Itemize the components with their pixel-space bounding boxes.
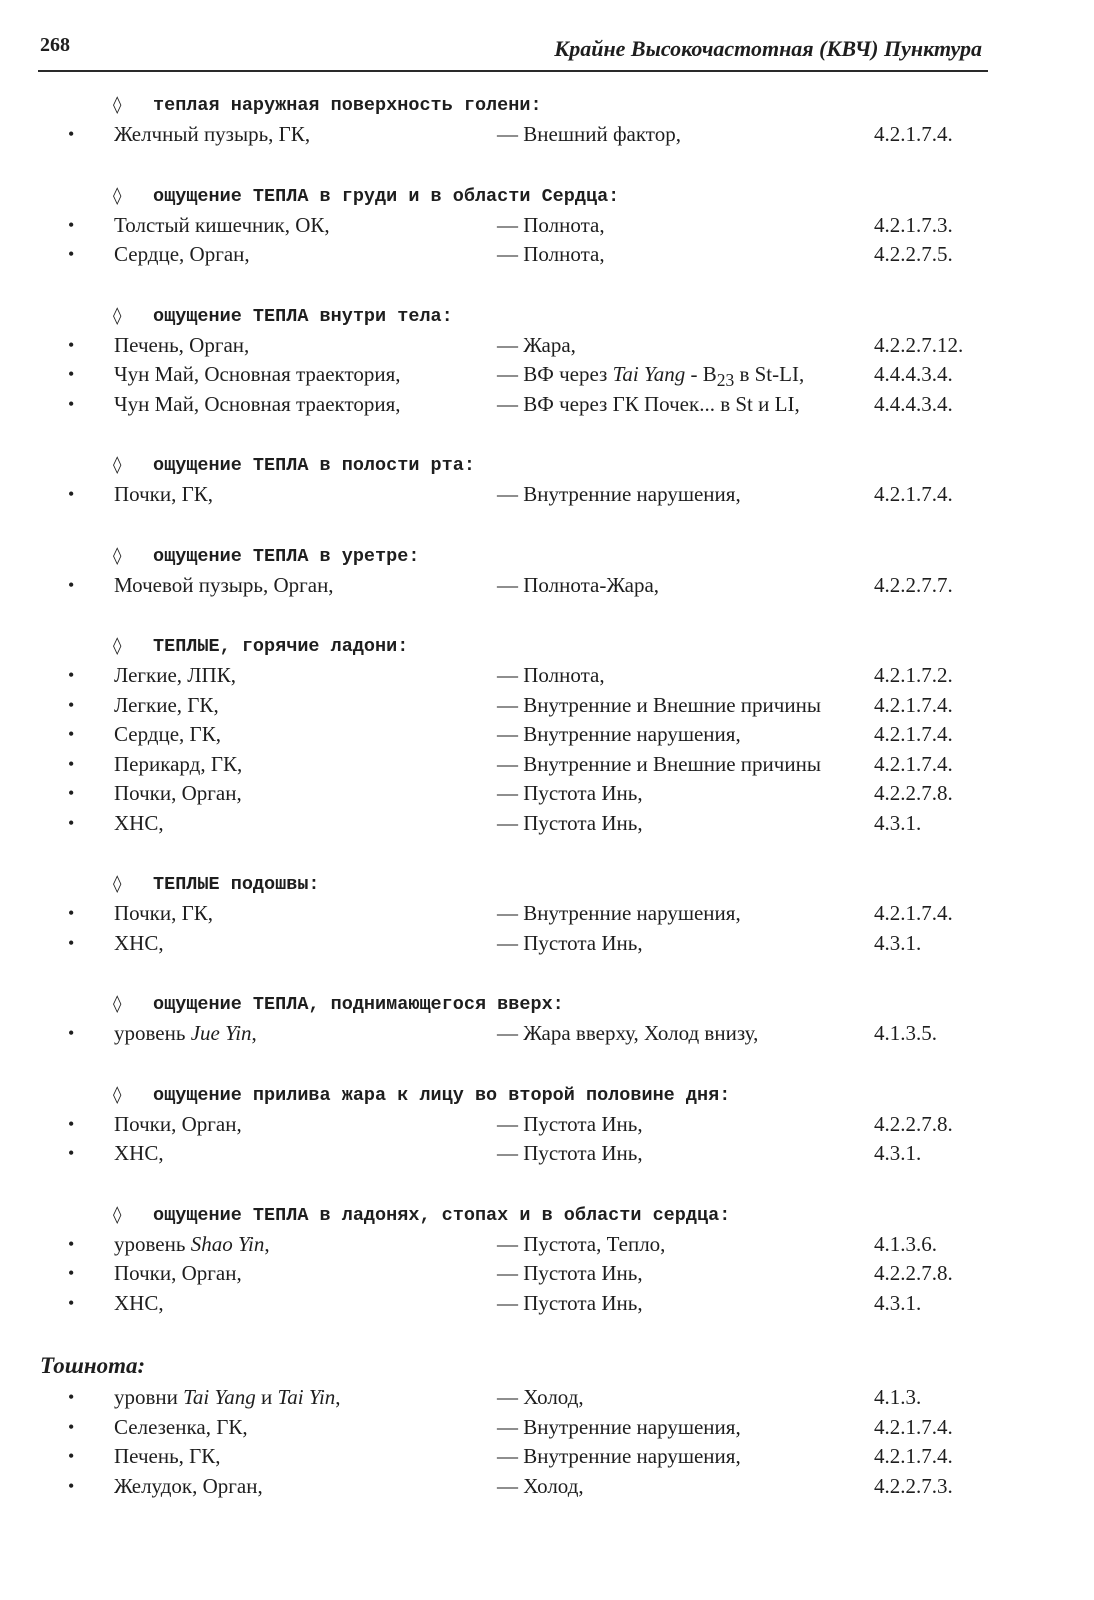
list-item <box>0 1259 1094 1289</box>
bullet-icon: • <box>68 364 75 384</box>
bullet-icon: • <box>68 1475 75 1496</box>
cause-label: — Холод, <box>497 1385 584 1409</box>
list-item <box>0 1110 1094 1140</box>
organ-term: Tai Yang <box>183 1385 256 1409</box>
organ-label: Сердце, Орган, <box>114 242 250 266</box>
cause-label: — Жара, <box>497 332 576 357</box>
bullet-icon: • <box>68 932 75 953</box>
section-reference: 4.2.1.7.4. <box>874 751 953 776</box>
section-reference: 4.2.1.7.4. <box>874 1414 953 1439</box>
organ-label: Легкие, ГК, <box>114 692 219 717</box>
diamond-icon: ◊ <box>113 874 122 894</box>
section-reference: 4.2.2.7.7. <box>874 572 953 597</box>
symptom-group <box>0 869 1094 958</box>
cause-label: — Пустота, Тепло, <box>497 1231 666 1256</box>
section-reference: 4.2.2.7.5. <box>874 242 953 266</box>
organ-label: Мочевой пузырь, Орган, <box>114 572 334 597</box>
list-item <box>0 1413 1094 1443</box>
cause-label: — Пустота Инь, <box>497 1141 643 1165</box>
section-reference: 4.2.1.7.3. <box>874 212 953 237</box>
section-reference: 4.4.4.3.4. <box>874 391 953 416</box>
organ-label: Почки, Орган, <box>114 1111 242 1136</box>
bullet-icon: • <box>68 724 75 744</box>
section-reference: 4.3.1. <box>874 930 922 955</box>
bullet-icon: • <box>68 1263 75 1283</box>
list-item <box>0 779 1094 809</box>
symptom-section <box>0 1349 1094 1501</box>
symptom-heading <box>113 1200 1094 1230</box>
cause-label: — ВФ через ГК Почек... в St и LI, <box>497 391 800 416</box>
organ-label <box>114 1019 257 1049</box>
cause-label: — Пустота Инь, <box>497 781 643 805</box>
section-reference: 4.2.1.7.4. <box>874 122 953 146</box>
diamond-icon: ◊ <box>113 95 122 115</box>
organ-text: , <box>335 1385 341 1409</box>
symptom-heading <box>113 181 1094 211</box>
organ-label <box>114 1230 270 1260</box>
list-item <box>0 691 1094 721</box>
diamond-icon: ◊ <box>113 185 122 206</box>
organ-text: уровни <box>114 1385 184 1409</box>
list-item <box>0 1139 1094 1169</box>
cause-label: — Полнота, <box>497 663 605 687</box>
diamond-icon: ◊ <box>113 455 122 475</box>
symptom-heading-text: ощущение ТЕПЛА внутри тела: <box>153 305 453 327</box>
symptom-heading-text: теплая наружная поверхность голени: <box>153 95 542 116</box>
symptom-heading <box>113 631 1094 661</box>
cause-label: — Пустота Инь, <box>497 1111 643 1136</box>
list-item <box>0 661 1094 691</box>
diamond-icon: ◊ <box>113 545 122 566</box>
section-reference: 4.2.1.7.2. <box>874 663 953 687</box>
section-reference: 4.2.1.7.4. <box>874 901 953 925</box>
list-item <box>0 1230 1094 1260</box>
organ-label: Желудок, Орган, <box>114 1473 263 1498</box>
section-reference: 4.3.1. <box>874 1290 922 1315</box>
symptom-heading <box>113 1080 1094 1110</box>
cause-label: — Пустота Инь, <box>497 1290 643 1315</box>
section-title: Тошнота: <box>40 1353 146 1378</box>
symptom-group <box>0 631 1094 838</box>
cause-label: — Внутренние нарушения, <box>497 1414 741 1439</box>
list-item <box>0 809 1094 839</box>
section-reference: 4.2.1.7.4. <box>874 692 953 717</box>
cause-label: — Холод, <box>497 1473 584 1498</box>
diamond-icon: ◊ <box>113 1204 122 1225</box>
list-item <box>0 1472 1094 1502</box>
bullet-icon: • <box>68 484 75 504</box>
symptom-heading <box>113 450 1094 480</box>
list-item <box>0 929 1094 959</box>
cause-label: — Полнота-Жара, <box>497 572 660 597</box>
organ-label: Перикард, ГК, <box>114 751 243 776</box>
diamond-icon: ◊ <box>113 305 122 326</box>
list-item <box>0 1289 1094 1319</box>
list-item <box>0 899 1094 929</box>
bullet-icon: • <box>68 1446 75 1466</box>
organ-text: уровень <box>114 1021 191 1045</box>
list-item <box>0 120 1094 150</box>
bullet-icon: • <box>68 334 75 355</box>
cause-text: - B <box>685 362 717 386</box>
list-item <box>0 360 1094 390</box>
symptom-heading-text: ощущение ТЕПЛА в уретре: <box>153 545 420 567</box>
cause-label: — Внутренние и Внешние причины <box>497 751 821 776</box>
cause-label: — Полнота, <box>497 242 605 266</box>
organ-term: Jue Yin <box>190 1021 252 1045</box>
list-item <box>0 331 1094 361</box>
organ-term: Tai Yin <box>277 1385 336 1409</box>
list-item <box>0 1442 1094 1472</box>
diamond-icon: ◊ <box>113 636 122 656</box>
symptom-group <box>0 301 1094 420</box>
cause-label: — Пустота Инь, <box>497 1261 643 1285</box>
symptom-group <box>0 989 1094 1049</box>
bullet-icon: • <box>68 665 75 685</box>
section-reference: 4.3.1. <box>874 810 922 835</box>
bullet-icon: • <box>68 1143 75 1163</box>
section-reference: 4.4.4.3.4. <box>874 362 953 386</box>
organ-label: ХНС, <box>114 1141 164 1165</box>
list-item <box>0 480 1094 510</box>
organ-text: и <box>255 1385 278 1409</box>
cause-label: — Пустота Инь, <box>497 810 643 835</box>
list-item <box>0 720 1094 750</box>
bullet-icon: • <box>68 783 75 803</box>
organ-label: Чун Май, Основная траектория, <box>114 391 401 416</box>
organ-label <box>114 1383 341 1413</box>
list-item <box>0 211 1094 241</box>
section-reference: 4.2.1.7.4. <box>874 1444 953 1468</box>
symptom-heading-text: ТЕПЛЫЕ, горячие ладони: <box>153 636 409 657</box>
cause-text: в St-LI, <box>734 362 805 386</box>
section-reference: 4.1.3.5. <box>874 1021 937 1045</box>
organ-label: Легкие, ЛПК, <box>114 663 236 687</box>
organ-label: Чун Май, Основная траектория, <box>114 362 401 386</box>
section-reference: 4.2.2.7.12. <box>874 332 964 357</box>
symptom-group <box>0 541 1094 601</box>
section-reference: 4.2.1.7.4. <box>874 482 953 506</box>
cause-label: — Внутренние нарушения, <box>497 482 741 506</box>
organ-term: Shao Yin <box>190 1231 265 1256</box>
symptom-group <box>0 181 1094 270</box>
list-item <box>0 1019 1094 1049</box>
symptom-heading <box>113 989 1094 1019</box>
section-reference: 4.1.3. <box>874 1385 922 1409</box>
cause-label: — Внутренние нарушения, <box>497 1444 741 1468</box>
organ-label: ХНС, <box>114 930 164 955</box>
section-reference: 4.2.2.7.8. <box>874 1111 953 1136</box>
symptom-heading-text: ощущение ТЕПЛА в полости рта: <box>153 455 475 476</box>
bullet-icon: • <box>68 393 75 414</box>
section-reference: 4.1.3.6. <box>874 1231 937 1256</box>
bullet-icon: • <box>68 903 75 923</box>
symptom-heading <box>113 90 1094 120</box>
organ-label: Почки, ГК, <box>114 482 214 506</box>
bullet-icon: • <box>68 1416 75 1437</box>
section-reference: 4.2.2.7.8. <box>874 1261 953 1285</box>
section-reference: 4.2.1.7.4. <box>874 722 953 746</box>
list-item <box>0 750 1094 780</box>
bullet-icon: • <box>68 694 75 715</box>
cause-label: — Пустота Инь, <box>497 930 643 955</box>
list-item <box>0 1383 1094 1413</box>
cause-term: Tai Yang <box>612 362 686 386</box>
symptom-heading-text: ощущение ТЕПЛА в ладонях, стопах и в области сердца: <box>153 1204 731 1226</box>
header-rule <box>38 70 988 72</box>
organ-label: Толстый кишечник, ОК, <box>114 212 330 237</box>
point-subscript: 23 <box>716 370 735 391</box>
organ-label: Почки, Орган, <box>114 781 242 805</box>
organ-label: Печень, Орган, <box>114 332 250 357</box>
cause-label: — Полнота, <box>497 212 605 237</box>
diamond-icon: ◊ <box>113 1084 122 1105</box>
organ-label: Желчный пузырь, ГК, <box>114 122 311 146</box>
organ-label: Печень, ГК, <box>114 1444 221 1468</box>
bullet-icon: • <box>68 244 75 264</box>
bullet-icon: • <box>68 812 75 833</box>
organ-label: ХНС, <box>114 1290 164 1315</box>
cause-text: — ВФ через <box>497 362 613 386</box>
symptom-heading-text: ТЕПЛЫЕ подошвы: <box>153 874 320 895</box>
bullet-icon: • <box>68 574 75 595</box>
list-item <box>0 390 1094 420</box>
organ-text: уровень <box>114 1231 191 1256</box>
symptom-group <box>0 90 1094 150</box>
organ-label: Селезенка, ГК, <box>114 1414 248 1439</box>
bullet-icon: • <box>68 1023 75 1043</box>
cause-label: — Внутренние нарушения, <box>497 901 741 925</box>
bullet-icon: • <box>68 1233 75 1254</box>
organ-text: , <box>251 1021 257 1045</box>
cause-label: — Внутренние и Внешние причины <box>497 692 821 717</box>
diamond-icon: ◊ <box>113 994 122 1014</box>
symptom-group <box>0 1080 1094 1169</box>
cause-label: — Внутренние нарушения, <box>497 722 741 746</box>
symptom-heading <box>113 301 1094 331</box>
organ-text: , <box>264 1231 270 1256</box>
list-item <box>0 240 1094 270</box>
symptom-heading-text: ощущение ТЕПЛА в груди и в области Сердца: <box>153 185 620 207</box>
cause-label: — Внешний фактор, <box>497 122 681 146</box>
bullet-icon: • <box>68 1113 75 1134</box>
symptom-heading <box>113 869 1094 899</box>
section-reference: 4.3.1. <box>874 1141 922 1165</box>
organ-label: Сердце, ГК, <box>114 722 221 746</box>
bullet-icon: • <box>68 124 75 144</box>
list-item <box>0 571 1094 601</box>
bullet-icon: • <box>68 1292 75 1313</box>
organ-label: Почки, ГК, <box>114 901 214 925</box>
organ-label: Почки, Орган, <box>114 1261 242 1285</box>
symptom-list <box>0 90 1094 1532</box>
bullet-icon: • <box>68 214 75 235</box>
section-reference: 4.2.2.7.3. <box>874 1473 953 1498</box>
symptom-heading-text: ощущение прилива жара к лицу во второй половине дня: <box>153 1084 731 1106</box>
bullet-icon: • <box>68 753 75 774</box>
cause-label: — Жара вверху, Холод внизу, <box>497 1021 759 1045</box>
section-reference: 4.2.2.7.8. <box>874 781 953 805</box>
running-title: Крайне Высокочастотная (КВЧ) Пунктура <box>554 36 982 61</box>
symptom-heading <box>113 541 1094 571</box>
bullet-icon: • <box>68 1387 75 1407</box>
organ-label: ХНС, <box>114 810 164 835</box>
symptom-group <box>0 1200 1094 1319</box>
symptom-group <box>0 450 1094 510</box>
symptom-heading-text: ощущение ТЕПЛА, поднимающегося вверх: <box>153 994 564 1015</box>
page-number: 268 <box>40 34 70 56</box>
